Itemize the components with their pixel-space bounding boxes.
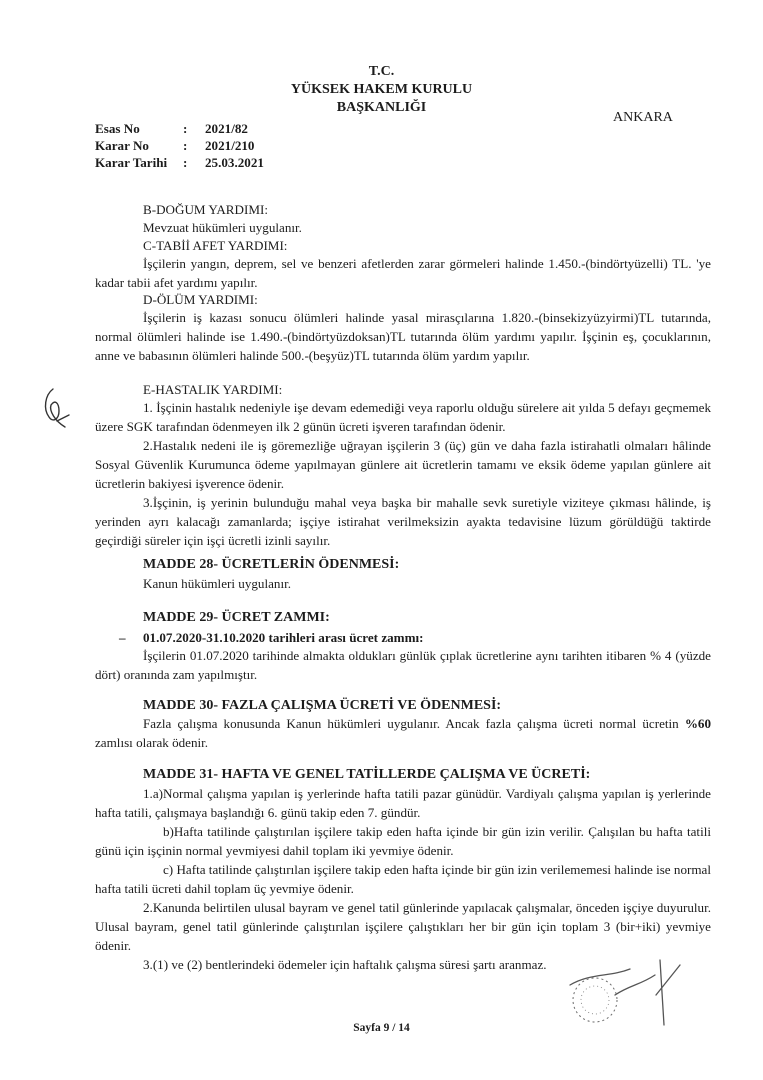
tarih-sep: : xyxy=(183,155,188,170)
section-e-item-2: 2.Hastalık nedeni ile iş göremezliğe uğrayan işçilerin 3 (üç) gün ve daha fazla istirahatli olmaları hâlinde Sosyal Güvenlik Kurumunca ödeme yapılmayan günlere ait ücretlerin tamamı ve eksik ödeme yapılan günlere ait ücretlerin bakiyesi işverence ödenir. xyxy=(95,438,711,491)
madde-30-rate: %60 xyxy=(684,716,711,731)
madde-28-text: Kanun hükümleri uygulanır. xyxy=(143,576,292,591)
madde-28-title: MADDE 28- ÜCRETLERİN ÖDENMESİ: xyxy=(143,557,400,572)
section-d-title: D-ÖLÜM YARDIMI: xyxy=(143,292,258,307)
section-d-text: İşçilerin iş kazası sonucu ölümleri halinde yasal mirasçılarına 1.820.-(binsekizyüzyirmi)TL tutarında, normal ölümleri halinde ise 1.490.-(bindörtyüzdoksan)TL tutarında ölüm yardımı yapılır. İşçinin eş, çocuklarının, anne ve babasının ölümleri halinde 500.-(beşyüz)TL tutarında ölüm yardım yapılır. xyxy=(95,310,711,363)
madde-30-text xyxy=(95,714,711,752)
handwritten-initial xyxy=(35,385,75,435)
header-tc: T.C. xyxy=(368,64,395,79)
madde-30-text-a: Fazla çalışma konusunda Kanun hükümleri uygulanır. Ancak fazla çalışma ücreti normal ücretin xyxy=(143,716,685,731)
madde-31-p3: 3.(1) ve (2) bentlerindeki ödemeler için haftalık çalışma süresi şartı aranmaz. xyxy=(143,957,547,972)
madde-29-dash: – xyxy=(119,630,126,645)
esas-sep: : xyxy=(183,121,188,136)
header-presidency: BAŞKANLIĞI xyxy=(336,100,427,115)
madde-30-text-c: zamlısı olarak ödenir. xyxy=(95,735,209,750)
page-number: Sayfa 9 / 14 xyxy=(353,1022,410,1034)
madde-31-title: MADDE 31- HAFTA VE GENEL TATİLLERDE ÇALIŞMA VE ÜCRETİ: xyxy=(143,767,591,782)
section-c-text: İşçilerin yangın, deprem, sel ve benzeri afetlerden zarar görmeleri halinde 1.450.-(bindörtyüzelli) TL. 'ye kadar tabii afet yardımı yapılır. xyxy=(95,256,711,290)
karar-label: Karar No xyxy=(95,138,149,153)
karar-value: 2021/210 xyxy=(205,138,255,153)
header-institution: YÜKSEK HAKEM KURULU xyxy=(290,82,473,97)
section-b-text: Mevzuat hükümleri uygulanır. xyxy=(143,220,302,235)
tarih-label: Karar Tarihi xyxy=(95,155,168,170)
madde-29-title: MADDE 29- ÜCRET ZAMMI: xyxy=(143,610,330,625)
section-e-title: E-HASTALIK YARDIMI: xyxy=(143,382,283,397)
karar-sep: : xyxy=(183,138,188,153)
tarih-value: 25.03.2021 xyxy=(205,155,264,170)
madde-31-p2: 2.Kanunda belirtilen ulusal bayram ve genel tatil günlerinde yapılacak çalışmalar, önceden işçiye duyurulur. Ulusal bayram, genel tatil günlerinde çalıştırılan işçilere çalıştıkları her bir gün için toplam 3 (bir+iki) yevmiye ödenir. xyxy=(95,900,711,953)
esas-value: 2021/82 xyxy=(205,121,248,136)
madde-30-title: MADDE 30- FAZLA ÇALIŞMA ÜCRETİ VE ÖDENMESİ: xyxy=(143,698,502,713)
madde-29-subtitle: 01.07.2020-31.10.2020 tarihleri arası ücret zammı: xyxy=(143,630,424,645)
esas-label: Esas No xyxy=(95,121,140,136)
section-e-item-1: 1. İşçinin hastalık nedeniyle işe devam edemediği veya raporlu olduğu sürelere ait yılda 5 defayı geçmemek üzere SGK tarafından ödenmeyen ilk 2 günün ücreti işveren tarafından ödenir. xyxy=(95,400,711,434)
section-b-title: B-DOĞUM YARDIMI: xyxy=(143,202,268,217)
madde-31-p1b: b)Hafta tatilinde çalıştırılan işçilere takip eden hafta içinde bir gün izin verilir. Çalışılan bu hafta tatili günü için işçinin normal yevmiyesi dahil toplam iki yevmiye ödenir. xyxy=(95,824,711,858)
madde-31-p1c: c) Hafta tatilinde çalıştırılan işçilere takip eden hafta içinde bir gün izin verilememesi halinde ise normal hafta tatili ücreti dahil toplam üç yevmiye ödenir. xyxy=(95,862,711,896)
section-e-item-3: 3.İşçinin, iş yerinin bulunduğu mahal veya başka bir mahalle sevk suretiyle viziteye çıkması hâlinde, iş yerinden ayrı kalacağı zamanlarda; işçiye istirahat verilmeksizin ayakta tedavisine lüzum görüldüğü taktirde geçirdiği süreler için işçi ücretli izinli sayılır. xyxy=(95,495,711,548)
header-city: ANKARA xyxy=(613,110,673,125)
madde-29-text: İşçilerin 01.07.2020 tarihinde almakta oldukları günlük çıplak ücretlerine aynı tarihten itibaren % 4 (yüzde dört) oranında zam yapılmıştır. xyxy=(95,648,711,682)
madde-31-p1a: 1.a)Normal çalışma yapılan iş yerlerinde hafta tatili pazar günüdür. Vardiyalı çalışma yapılan iş yerlerinde hafta tatili, çalışmaya başlandığı 6. günü takip eden 7. gündür. xyxy=(95,786,711,820)
section-c-title: C-TABİİ AFET YARDIMI: xyxy=(143,238,288,253)
